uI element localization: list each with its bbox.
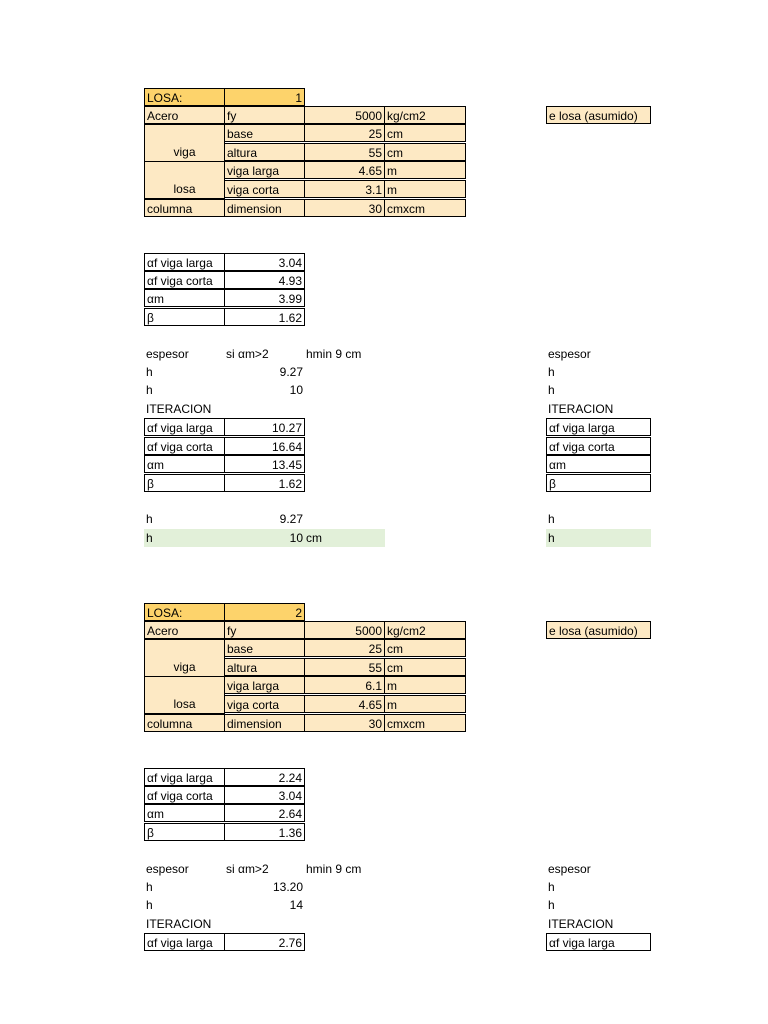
iteracion-label: ITERACION [146,402,212,416]
right-iter-beta-label[interactable]: β [546,474,651,492]
alpha-value[interactable]: 3.04 [224,253,305,271]
final-h-value[interactable]: 10 [289,531,303,545]
final-h-label: h [146,512,153,526]
final-h-unit: cm [306,531,322,545]
viga-larga-label[interactable]: viga larga [224,161,305,179]
right-iter-alpha-label[interactable]: αm [546,455,651,473]
alpha-value[interactable]: 3.04 [224,786,305,804]
acero-label[interactable]: Acero [144,621,225,639]
acero-label[interactable]: Acero [144,106,225,124]
viga-larga-value[interactable]: 4.65 [304,161,385,179]
hmin-label: hmin 9 cm [306,862,362,876]
losa-label[interactable]: LOSA: [144,88,225,106]
right-iter-alpha-label[interactable]: αf viga larga [546,418,651,436]
fy-value[interactable]: 5000 [304,621,385,639]
iter-alpha-value[interactable]: 16.64 [224,437,305,455]
iter-alpha-label[interactable]: αf viga larga [144,418,225,436]
dimension-label[interactable]: dimension [224,714,305,732]
hmin-label: hmin 9 cm [306,347,362,361]
iter-alpha-label[interactable]: αf viga corta [144,437,225,455]
losa-group-label[interactable]: losa [144,161,225,199]
fy-unit[interactable]: kg/cm2 [384,621,466,639]
iter-alpha-label[interactable]: αm [144,455,225,473]
viga-corta-unit[interactable]: m [384,695,466,713]
viga-larga-label[interactable]: viga larga [224,676,305,694]
altura-unit[interactable]: cm [384,143,466,161]
losa-number[interactable]: 2 [224,603,305,621]
viga-corta-value[interactable]: 4.65 [304,695,385,713]
columna-label[interactable]: columna [144,714,225,732]
iter-alpha-value[interactable]: 2.76 [224,933,305,951]
beta-label[interactable]: β [144,823,225,841]
right-iter-alpha-label[interactable]: αf viga larga [546,933,651,951]
fy-unit[interactable]: kg/cm2 [384,106,466,124]
altura-label[interactable]: altura [224,143,305,161]
h-value[interactable]: 13.20 [272,880,303,894]
final-h-value[interactable]: 9.27 [279,512,303,526]
altura-value[interactable]: 55 [304,143,385,161]
beta-label[interactable]: β [144,308,225,326]
fy-label[interactable]: fy [224,106,305,124]
dimension-value[interactable]: 30 [304,714,385,732]
iteracion-label: ITERACION [146,917,212,931]
alpha-label[interactable]: αf viga larga [144,253,225,271]
right-iteracion-label: ITERACION [548,917,614,931]
right-iteracion-label: ITERACION [548,402,614,416]
viga-group-label[interactable]: viga [144,124,225,162]
dimension-value[interactable]: 30 [304,199,385,217]
right-iter-alpha-label[interactable]: αf viga corta [546,437,651,455]
alpha-value[interactable]: 2.64 [224,804,305,822]
altura-value[interactable]: 55 [304,658,385,676]
si-am-label: si αm>2 [226,347,269,361]
fy-label[interactable]: fy [224,621,305,639]
final-h-label: h [146,531,153,545]
base-label[interactable]: base [224,124,305,142]
base-unit[interactable]: cm [384,124,466,142]
espesor-label: espesor [146,347,189,361]
h-value[interactable]: 14 [289,898,303,912]
viga-corta-value[interactable]: 3.1 [304,180,385,198]
h-label: h [146,880,153,894]
si-am-label: si αm>2 [226,862,269,876]
right-final-h-label: h [548,512,555,526]
alpha-label[interactable]: αf viga larga [144,768,225,786]
viga-larga-value[interactable]: 6.1 [304,676,385,694]
right-h-label: h [548,898,555,912]
right-h-label: h [548,383,555,397]
right-h-label: h [548,365,555,379]
dimension-unit[interactable]: cmxcm [384,199,466,217]
alpha-value[interactable]: 4.93 [224,271,305,289]
base-value[interactable]: 25 [304,639,385,657]
viga-corta-unit[interactable]: m [384,180,466,198]
iter-beta-value[interactable]: 1.62 [224,474,305,492]
losa-number[interactable]: 1 [224,88,305,106]
h-label: h [146,898,153,912]
viga-corta-label[interactable]: viga corta [224,695,305,713]
h-value[interactable]: 9.27 [279,365,303,379]
base-unit[interactable]: cm [384,639,466,657]
viga-group-label[interactable]: viga [144,639,225,677]
altura-unit[interactable]: cm [384,658,466,676]
fy-value[interactable]: 5000 [304,106,385,124]
h-value[interactable]: 10 [289,383,303,397]
h-label: h [146,383,153,397]
iter-alpha-value[interactable]: 13.45 [224,455,305,473]
alpha-label[interactable]: αm [144,289,225,307]
beta-value[interactable]: 1.62 [224,308,305,326]
right-h-label: h [548,880,555,894]
beta-value[interactable]: 1.36 [224,823,305,841]
e-losa-asumido[interactable]: e losa (asumido) [546,621,651,639]
h-label: h [146,365,153,379]
viga-corta-label[interactable]: viga corta [224,180,305,198]
right-final-h-label: h [546,529,651,547]
dimension-unit[interactable]: cmxcm [384,714,466,732]
columna-label[interactable]: columna [144,199,225,217]
iter-alpha-value[interactable]: 10.27 [224,418,305,436]
iter-alpha-label[interactable]: αf viga larga [144,933,225,951]
dimension-label[interactable]: dimension [224,199,305,217]
losa-label[interactable]: LOSA: [144,603,225,621]
espesor-label: espesor [146,862,189,876]
viga-larga-unit[interactable]: m [384,676,466,694]
alpha-value[interactable]: 2.24 [224,768,305,786]
altura-label[interactable]: altura [224,658,305,676]
e-losa-asumido[interactable]: e losa (asumido) [546,106,651,124]
alpha-label[interactable]: αf viga corta [144,786,225,804]
viga-larga-unit[interactable]: m [384,161,466,179]
alpha-label[interactable]: αf viga corta [144,271,225,289]
base-value[interactable]: 25 [304,124,385,142]
right-espesor-label: espesor [548,862,591,876]
iter-beta-label[interactable]: β [144,474,225,492]
losa-group-label[interactable]: losa [144,676,225,714]
alpha-label[interactable]: αm [144,804,225,822]
base-label[interactable]: base [224,639,305,657]
right-espesor-label: espesor [548,347,591,361]
alpha-value[interactable]: 3.99 [224,289,305,307]
